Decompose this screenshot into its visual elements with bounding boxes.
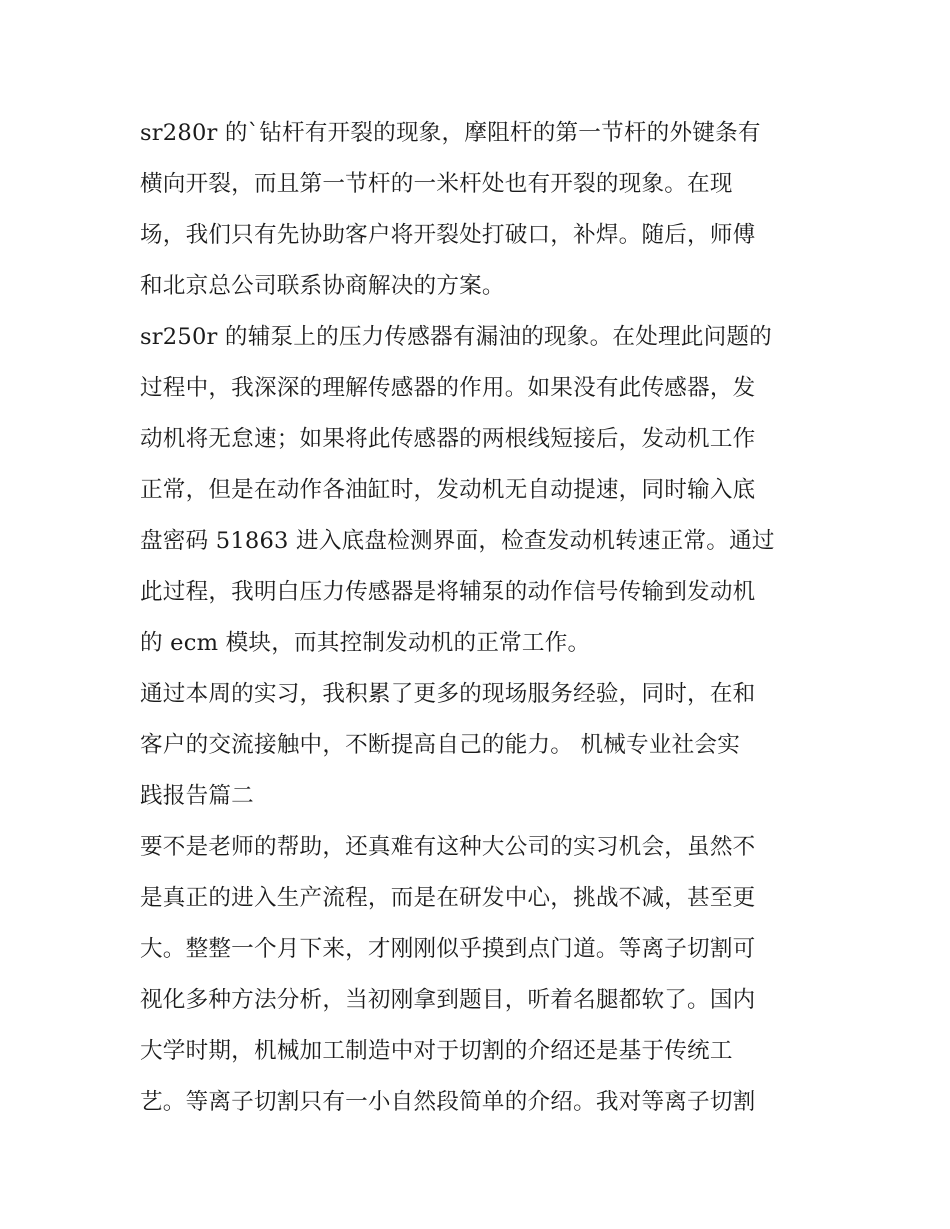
text-line: 盘密码 51863 进入底盘检测界面，检查发动机转速正常。通过: [140, 528, 775, 554]
text-line: 过程中，我深深的理解传感器的作用。如果没有此传感器，发: [140, 375, 756, 401]
text-line: 和北京总公司联系协商解决的方案。: [140, 273, 505, 299]
text-line: sr250r 的辅泵上的压力传感器有漏油的现象。在处理此问题的: [140, 324, 772, 350]
text-line: 动机将无怠速；如果将此传感器的两根线短接后，发动机工作: [140, 426, 756, 452]
text-line: 通过本周的实习，我积累了更多的现场服务经验，同时，在和: [140, 681, 756, 707]
text-line: 视化多种方法分析，当初刚拿到题目，听着名腿都软了。国内: [140, 987, 756, 1013]
text-line: 要不是老师的帮助，还真难有这种大公司的实习机会，虽然不: [140, 834, 756, 860]
text-line: 正常，但是在动作各油缸时，发动机无自动提速，同时输入底: [140, 477, 756, 503]
text-line: 大。整整一个月下来，才刚刚似乎摸到点门道。等离子切割可: [140, 936, 756, 962]
text-line: 横向开裂，而且第一节杆的一米杆处也有开裂的现象。在现: [140, 171, 733, 197]
text-line: sr280r 的`钻杆有开裂的现象，摩阻杆的第一节杆的外键条有: [140, 120, 761, 146]
text-line: 客户的交流接触中，不断提高自己的能力。 机械专业社会实: [140, 732, 741, 758]
text-line: 践报告篇二: [140, 783, 254, 809]
text-line: 艺。等离子切割只有一小自然段简单的介绍。我对等离子切割: [140, 1089, 756, 1115]
text-line: 是真正的进入生产流程，而是在研发中心，挑战不减，甚至更: [140, 885, 756, 911]
body-text: [140, 108, 820, 1128]
text-line: 场，我们只有先协助客户将开裂处打破口，补焊。随后，师傅: [140, 222, 756, 248]
text-line: 此过程，我明白压力传感器是将辅泵的动作信号传输到发动机: [140, 579, 756, 605]
text-line: 大学时期，机械加工制造中对于切割的介绍还是基于传统工: [140, 1038, 733, 1064]
text-line: 的 ecm 模块，而其控制发动机的正常工作。: [140, 630, 591, 656]
